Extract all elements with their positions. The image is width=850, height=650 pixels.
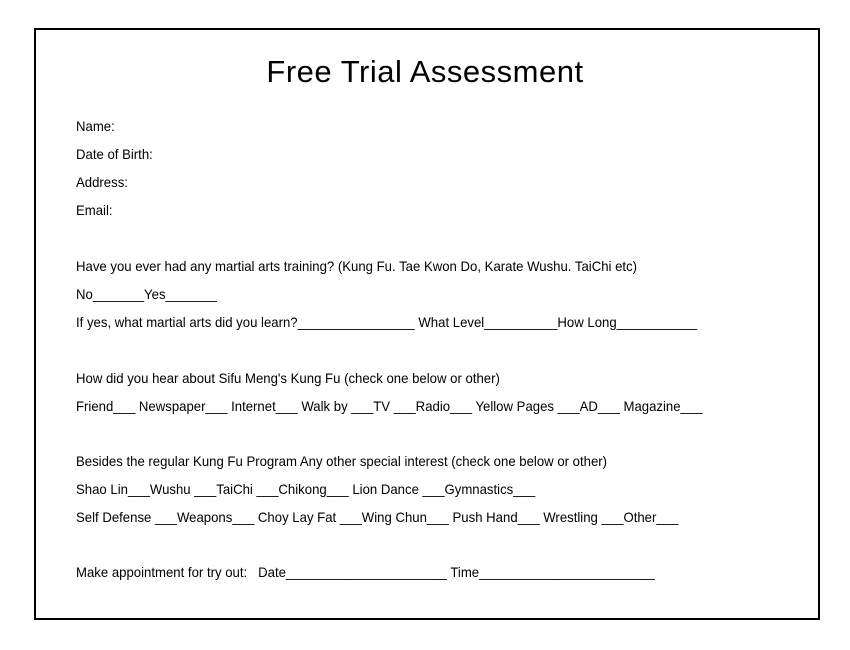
name-label: Name: [76, 118, 115, 134]
interest-options-row-2: Self Defense ___Weapons___ Choy Lay Fat ___Wing Chun___ Push Hand___ Wrestling ___Other___ [76, 509, 679, 525]
training-details: If yes, what martial arts did you learn?________________ What Level__________How Long___________ [76, 314, 698, 330]
dob-label: Date of Birth: [76, 146, 153, 162]
referral-question: How did you hear about Sifu Meng's Kung Fu (check one below or other) [76, 370, 500, 386]
address-label: Address: [76, 174, 128, 190]
training-question: Have you ever had any martial arts training? (Kung Fu. Tae Kwon Do, Karate Wushu. TaiChi etc) [76, 258, 638, 274]
referral-options: Friend___ Newspaper___ Internet___ Walk by ___TV ___Radio___ Yellow Pages ___AD___ Magazine___ [76, 398, 703, 414]
training-yes-no: No_______Yes_______ [76, 286, 217, 302]
interest-question: Besides the regular Kung Fu Program Any other special interest (check one below or other) [76, 453, 608, 469]
email-label: Email: [76, 202, 113, 218]
form-title: Free Trial Assessment [266, 54, 584, 89]
interest-options-row-1: Shao Lin___Wushu ___TaiChi ___Chikong___ Lion Dance ___Gymnastics___ [76, 481, 536, 497]
appointment-line: Make appointment for try out: Date______________________ Time________________________ [76, 564, 655, 580]
